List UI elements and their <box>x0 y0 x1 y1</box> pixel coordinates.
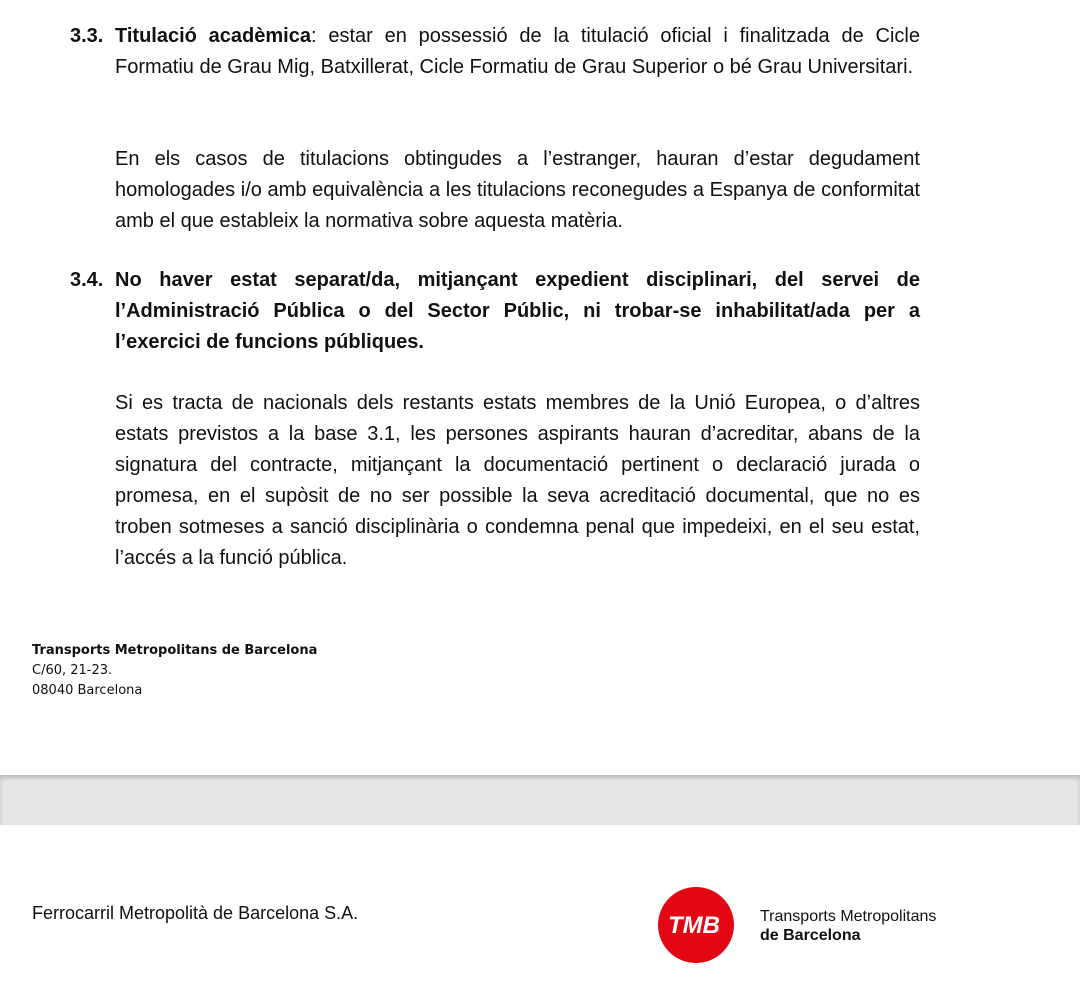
logo-mark: TMB <box>668 912 720 939</box>
section-3-4 <box>70 265 920 358</box>
footer-address-line: 08040 Barcelona <box>32 683 143 698</box>
page-footer <box>32 641 317 701</box>
logo-text <box>760 907 936 945</box>
next-page <box>0 825 1080 981</box>
section-title: Titulació acadèmica <box>115 25 311 47</box>
section-number: 3.4. <box>70 269 104 291</box>
tmb-logo-icon <box>650 883 746 963</box>
footer-organization: Transports Metropolitans de Barcelona <box>32 643 318 658</box>
section-3-3-paragraph-2 <box>70 144 920 237</box>
logo-line-2: de Barcelona <box>760 927 861 944</box>
paragraph-text: En els casos de titulacions obtingudes a l’estranger, hauran d’estar degudament homologades i/o amb equivalència a les titulacions reconegudes a Espanya de conformitat amb el que estableix la normativa sobre aquesta matèria. <box>115 148 920 232</box>
section-3-3-paragraph <box>115 21 920 83</box>
section-title: No haver estat separat/da, mitjançant expedient disciplinari, del servei de l’Administració Pública o del Sector Públic, ni trobar-se inhabilitat/ada per a l’exercici de funcions públiques. <box>115 269 920 353</box>
section-number: 3.3. <box>70 25 104 47</box>
company-name: Ferrocarril Metropolità de Barcelona S.A. <box>32 903 359 923</box>
footer-address-line: C/60, 21-23. <box>32 663 113 678</box>
section-3-3 <box>70 21 920 83</box>
page-separator <box>0 775 1080 825</box>
section-body: : estar en possessió de la titulació oficial i finalitzada de Cicle Formatiu de Grau Mig, Batxillerat, Cicle Formatiu de Grau Superior o bé Grau Universitari. <box>115 25 920 78</box>
section-3-4-paragraph-2 <box>70 388 920 574</box>
paragraph-text: Si es tracta de nacionals dels restants estats membres de la Unió Europea, o d’altres estats previstos a la base 3.1, les persones aspirants hauran d’acreditar, abans de la signatura del contracte, mitjançant la documentació pertinent o declaració jurada o promesa, en el supòsit de no ser possible la seva acreditació documental, que no es troben sotmeses a sanció disciplinària o condemna penal que impedeixi, en el seu estat, l’accés a la funció pública. <box>115 392 920 569</box>
logo-line-1: Transports Metropolitans <box>760 908 937 925</box>
